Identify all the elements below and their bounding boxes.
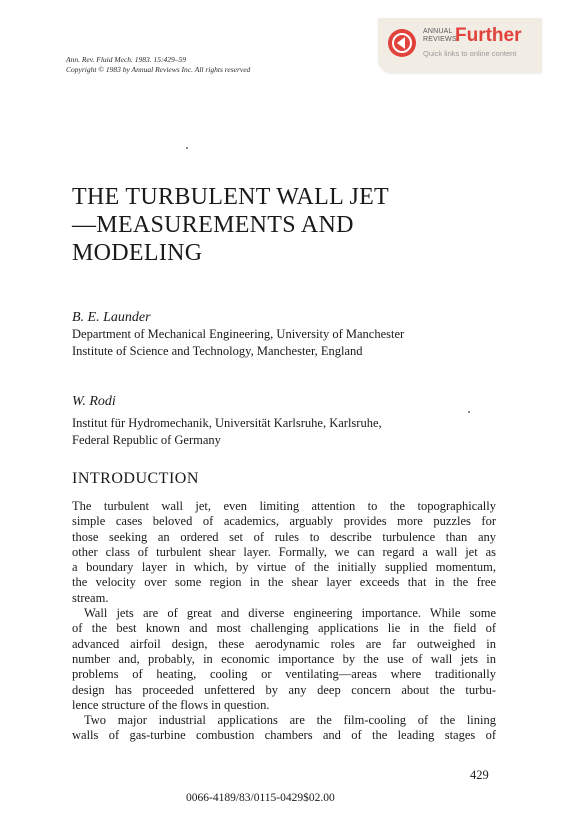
body-line: those seeking an ordered set of rules to describe turbulence than any	[72, 529, 496, 544]
body-line: Two major industrial applications are the film-cooling of the lining	[84, 713, 496, 728]
body-line: The turbulent wall jet, even limiting attention to the topographically	[72, 499, 496, 513]
annual-reviews-further-badge[interactable]	[378, 18, 542, 73]
badge-annual-text: ANNUAL	[423, 28, 453, 35]
body-line: Wall jets are of great and diverse engineering importance. While some	[84, 606, 496, 621]
title-line: THE TURBULENT WALL JET	[72, 184, 390, 210]
body-line: the velocity over some region in the shear layer exceeds that in the free	[72, 575, 496, 590]
journal-citation: Ann. Rev. Fluid Mech. 1983. 15:429–59	[66, 55, 187, 64]
author-affiliation	[72, 415, 492, 449]
article-code: 0066-4189/83/0115-0429$02.00	[186, 792, 335, 804]
body-line: walls of gas-turbine combustion chambers and of the leading stages of	[72, 728, 496, 743]
badge-reviews-text: REVIEWS	[423, 36, 457, 43]
affiliation-line: Institute of Science and Technology, Manchester, England	[72, 344, 363, 358]
body-text	[72, 499, 496, 744]
affiliation-line: Institut für Hydromechanik, Universität Karlsruhe, Karlsruhe,	[72, 416, 382, 430]
author-name: W. Rodi	[72, 394, 116, 409]
section-heading: INTRODUCTION	[72, 470, 199, 487]
scan-speck	[186, 147, 188, 149]
body-line: advanced airfoil design, these aerodynamic roles are far outweighed in	[72, 636, 496, 651]
article-title	[72, 183, 492, 267]
title-line: MODELING	[72, 240, 203, 266]
page-number: 429	[470, 768, 489, 782]
body-line: other class of turbulent shear layer. Formally, we can regard a wall jet as	[72, 544, 496, 559]
badge-quick-links-text[interactable]: Quick links to online content	[423, 49, 517, 58]
badge-further-label[interactable]: Further	[455, 25, 522, 46]
author-affiliation	[72, 326, 492, 360]
body-line: problems of heating, cooling or ventilating—areas where traditionally	[72, 667, 496, 682]
body-line: lence structure of the flows in question.	[72, 697, 270, 712]
scan-speck	[468, 411, 470, 413]
body-line: a boundary layer in which, by virtue of the initially supplied momentum,	[72, 560, 496, 575]
body-line: simple cases beloved of academics, arguably provides more puzzles for	[72, 514, 496, 529]
body-line: of the best known and most challenging applications lie in the field of	[72, 621, 496, 636]
title-line: —MEASUREMENTS AND	[72, 212, 354, 238]
affiliation-line: Department of Mechanical Engineering, University of Manchester	[72, 327, 405, 341]
affiliation-line: Federal Republic of Germany	[72, 433, 221, 447]
body-line: design has proceeded unfettered by any deep concern about the turbu-	[72, 682, 496, 697]
body-line: number and, probably, in economic importance by the use of wall jets in	[72, 651, 496, 666]
badge-annual-reviews-label	[423, 28, 457, 44]
further-arrow-icon	[388, 29, 416, 57]
copyright-notice: Copyright © 1983 by Annual Reviews Inc. All rights reserved	[66, 65, 251, 74]
body-line: stream.	[72, 590, 109, 605]
author-name: B. E. Launder	[72, 310, 151, 325]
